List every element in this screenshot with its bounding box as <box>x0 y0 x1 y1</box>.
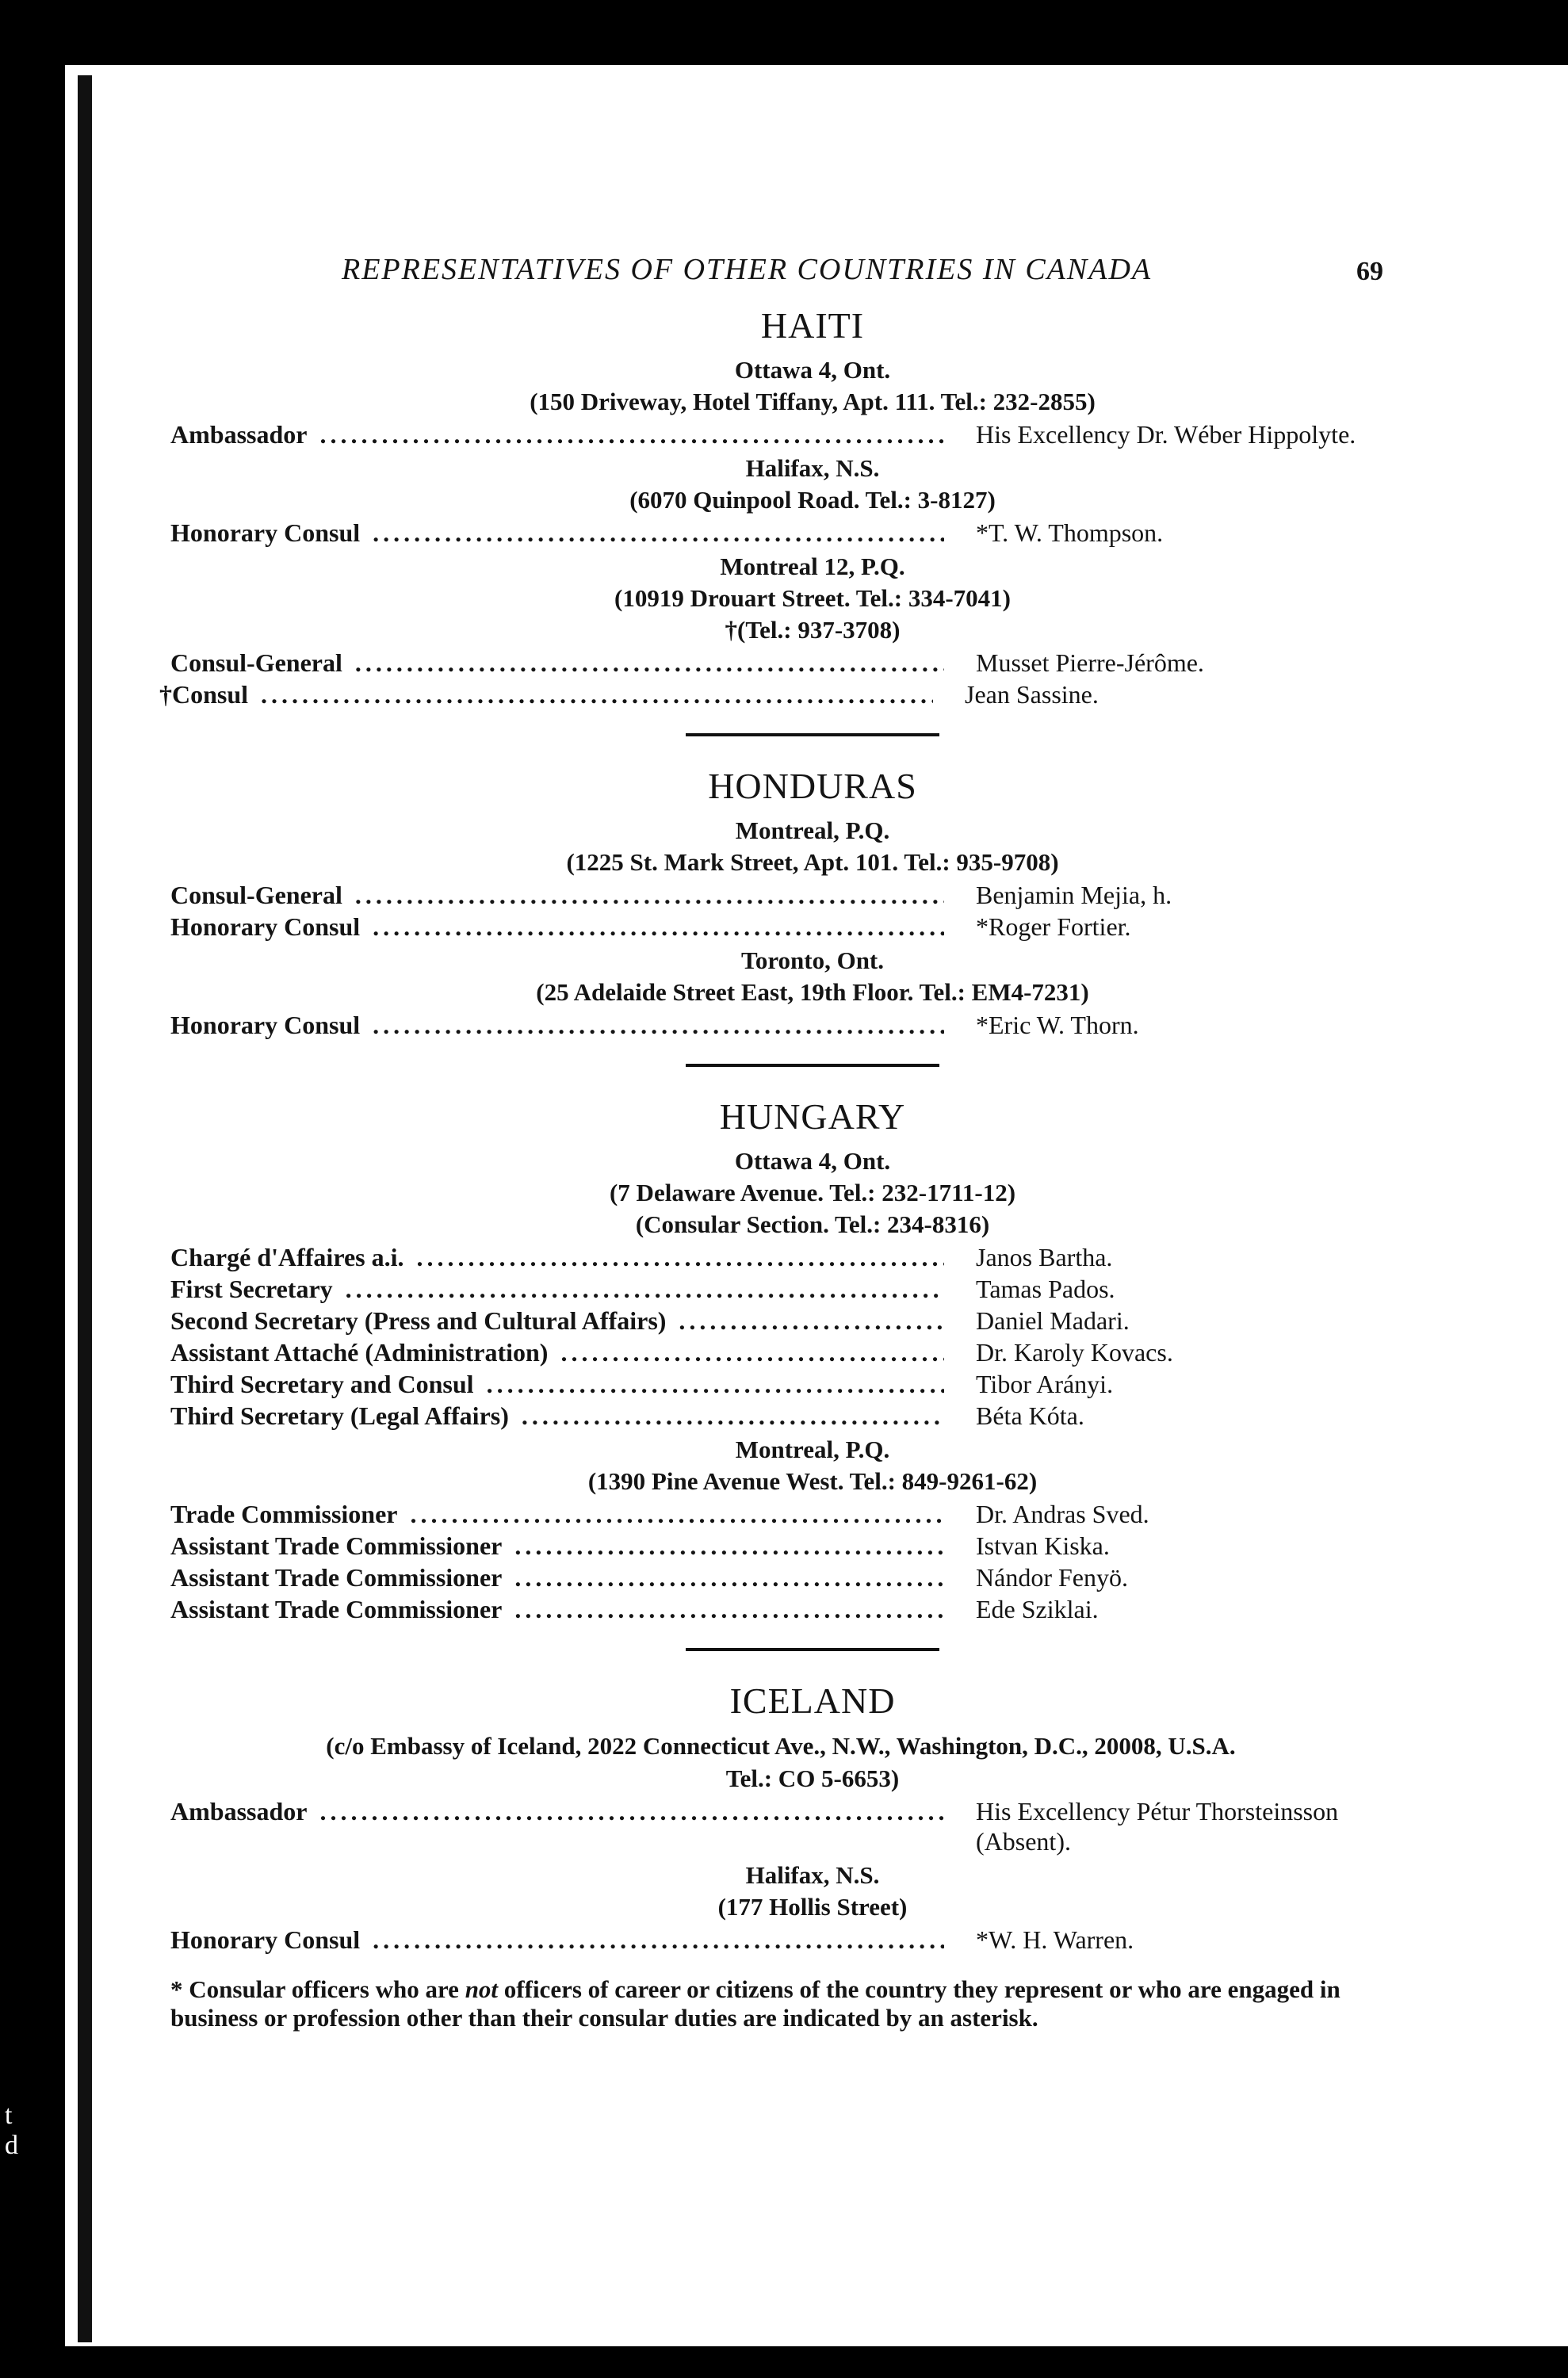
address-line: (177 Hollis Street) <box>717 1893 908 1921</box>
leader-dots <box>373 912 944 942</box>
officer-name: Béta Kóta. <box>976 1401 1084 1430</box>
role-label: Assistant Attaché (Administration) <box>170 1338 549 1367</box>
section-divider <box>686 733 939 736</box>
role-label: †Consul <box>159 680 249 709</box>
city-line: Halifax, N.S. <box>745 1861 880 1889</box>
address-line: (10919 Drouart Street. Tel.: 334-7041) <box>614 584 1011 612</box>
running-title: REPRESENTATIVES OF OTHER COUNTRIES IN CANADA <box>342 253 1153 286</box>
directory-entry <box>170 1562 1391 1592</box>
country-section-haiti <box>159 304 1391 709</box>
role-label: Assistant Trade Commissioner <box>170 1595 503 1623</box>
leader-dots <box>410 1499 944 1529</box>
asterisk-footnote <box>170 1975 1391 2032</box>
address-line: (6070 Quinpool Road. Tel.: 3-8127) <box>629 486 996 514</box>
leader-dots <box>373 1010 944 1040</box>
directory-entry <box>170 1925 1391 1955</box>
officer-name: Nándor Fenyö. <box>976 1563 1128 1592</box>
embassy-telephone: Tel.: CO 5-6653) <box>725 1764 900 1792</box>
city-line: Halifax, N.S. <box>745 454 880 482</box>
footnote-rest: officers of career or citizens of the country they represent or who are engaged in business or profession other than their consular duties are indicated by an asterisk. <box>170 1975 1340 2032</box>
running-header <box>170 252 1391 292</box>
address-line: (7 Delaware Avenue. Tel.: 232-1711-12) <box>609 1179 1016 1206</box>
country-heading: HAITI <box>760 305 865 346</box>
leader-dots <box>355 648 944 678</box>
facing-page-fragment-line-1: t <box>5 2101 13 2130</box>
officer-name: Tamas Pados. <box>976 1275 1115 1303</box>
directory-entry <box>170 648 1391 678</box>
officer-name: Istvan Kiska. <box>976 1531 1110 1560</box>
leader-dots <box>319 1796 944 1826</box>
country-section-iceland <box>170 1680 1391 1955</box>
directory-entry <box>170 1369 1391 1399</box>
directory-entry <box>170 880 1391 910</box>
role-label: Assistant Trade Commissioner <box>170 1563 503 1592</box>
city-line: Ottawa 4, Ont. <box>734 356 891 384</box>
leader-dots <box>522 1401 944 1431</box>
embassy-address: (c/o Embassy of Iceland, 2022 Connecticut Ave., N.W., Washington, D.C., 20008, U.S.A. <box>326 1732 1236 1760</box>
role-label: Honorary Consul <box>170 518 361 547</box>
directory-entry <box>170 1499 1391 1529</box>
country-section-hungary <box>170 1095 1391 1624</box>
role-label: Third Secretary (Legal Affairs) <box>170 1401 509 1430</box>
footnote-emphasis: not <box>465 1975 499 2003</box>
role-label: Ambassador <box>170 420 308 449</box>
scan-bottom-border <box>0 2346 1568 2378</box>
leader-dots <box>373 518 944 548</box>
officer-name: *T. W. Thompson. <box>976 518 1164 547</box>
officer-name: *W. H. Warren. <box>976 1925 1134 1954</box>
officer-name: Jean Sassine. <box>965 680 1099 709</box>
officer-name: Dr. Karoly Kovacs. <box>976 1338 1173 1367</box>
officer-name: Daniel Madari. <box>976 1306 1130 1335</box>
directory-entry <box>170 1010 1391 1040</box>
directory-entry <box>170 1401 1391 1431</box>
leader-dots <box>514 1562 944 1592</box>
role-label: Assistant Trade Commissioner <box>170 1531 503 1560</box>
page-number: 69 <box>1356 257 1383 286</box>
facing-page-fragment <box>0 2101 40 2164</box>
leader-dots <box>261 679 933 709</box>
address-line: (1225 St. Mark Street, Apt. 101. Tel.: 935-9708) <box>566 848 1059 876</box>
directory-entry <box>170 1531 1391 1561</box>
city-line: Ottawa 4, Ont. <box>734 1147 891 1175</box>
book-spine-shadow <box>78 75 92 2342</box>
role-label: Consul-General <box>170 881 342 909</box>
role-label: Honorary Consul <box>170 912 361 941</box>
document-page <box>159 252 1391 2032</box>
facing-page-fragment-line-2: d <box>5 2131 18 2160</box>
leader-dots <box>487 1369 944 1399</box>
leader-dots <box>514 1531 944 1561</box>
officer-name: Musset Pierre-Jérôme. <box>976 648 1204 677</box>
directory-entry <box>170 912 1391 942</box>
directory-entry <box>170 1594 1391 1624</box>
leader-dots <box>373 1925 944 1955</box>
country-heading: ICELAND <box>729 1680 896 1721</box>
address-line: †(Tel.: 937-3708) <box>725 616 901 644</box>
country-section-honduras <box>170 765 1391 1040</box>
section-divider <box>686 1648 939 1651</box>
role-label: Ambassador <box>170 1797 308 1826</box>
officer-name: His Excellency Pétur Thorsteinsson (Absent). <box>976 1797 1339 1856</box>
officer-name: Tibor Arányi. <box>976 1370 1114 1398</box>
officer-name: *Roger Fortier. <box>976 912 1131 941</box>
directory-entry <box>170 1306 1391 1336</box>
officer-name: Ede Sziklai. <box>976 1595 1099 1623</box>
leader-dots <box>416 1242 944 1272</box>
role-label: First Secretary <box>170 1275 333 1303</box>
leader-dots <box>514 1594 944 1624</box>
leader-dots <box>679 1306 944 1336</box>
address-line: (25 Adelaide Street East, 19th Floor. Tel.: EM4-7231) <box>536 978 1089 1006</box>
city-line: Toronto, Ont. <box>740 946 885 974</box>
role-label: Honorary Consul <box>170 1011 361 1039</box>
footnote-lead: * Consular officers who are <box>170 1975 465 2003</box>
address-line: (150 Driveway, Hotel Tiffany, Apt. 111. Tel.: 232-2855) <box>530 388 1096 415</box>
country-heading: HUNGARY <box>719 1096 906 1137</box>
scan-left-border <box>0 65 65 2378</box>
directory-entry <box>170 419 1391 449</box>
directory-entry <box>170 1337 1391 1367</box>
directory-entry <box>170 1796 1391 1856</box>
directory-entry <box>170 1242 1391 1272</box>
city-line: Montreal, P.Q. <box>735 1436 890 1463</box>
leader-dots <box>346 1274 944 1304</box>
leader-dots <box>560 1337 944 1367</box>
role-label: Chargé d'Affaires a.i. <box>170 1243 404 1271</box>
role-label: Honorary Consul <box>170 1925 361 1954</box>
city-line: Montreal 12, P.Q. <box>720 552 905 580</box>
officer-name: His Excellency Dr. Wéber Hippolyte. <box>976 420 1356 449</box>
section-divider <box>686 1064 939 1067</box>
directory-entry <box>170 518 1391 548</box>
address-line: (1390 Pine Avenue West. Tel.: 849-9261-62) <box>587 1467 1038 1495</box>
directory-entry <box>170 1274 1391 1304</box>
officer-name: Dr. Andras Sved. <box>976 1500 1149 1528</box>
scan-top-border <box>0 0 1568 65</box>
officer-name: Janos Bartha. <box>976 1243 1113 1271</box>
role-label: Trade Commissioner <box>170 1500 398 1528</box>
role-label: Consul-General <box>170 648 342 677</box>
city-line: Montreal, P.Q. <box>735 816 890 844</box>
role-label: Second Secretary (Press and Cultural Affairs) <box>170 1306 667 1335</box>
address-line: (Consular Section. Tel.: 234-8316) <box>635 1210 990 1238</box>
directory-entry <box>159 679 1391 709</box>
leader-dots <box>355 880 944 910</box>
officer-name: *Eric W. Thorn. <box>976 1011 1139 1039</box>
role-label: Third Secretary and Consul <box>170 1370 474 1398</box>
country-heading: HONDURAS <box>708 766 917 806</box>
officer-name: Benjamin Mejia, h. <box>976 881 1172 909</box>
leader-dots <box>319 419 944 449</box>
